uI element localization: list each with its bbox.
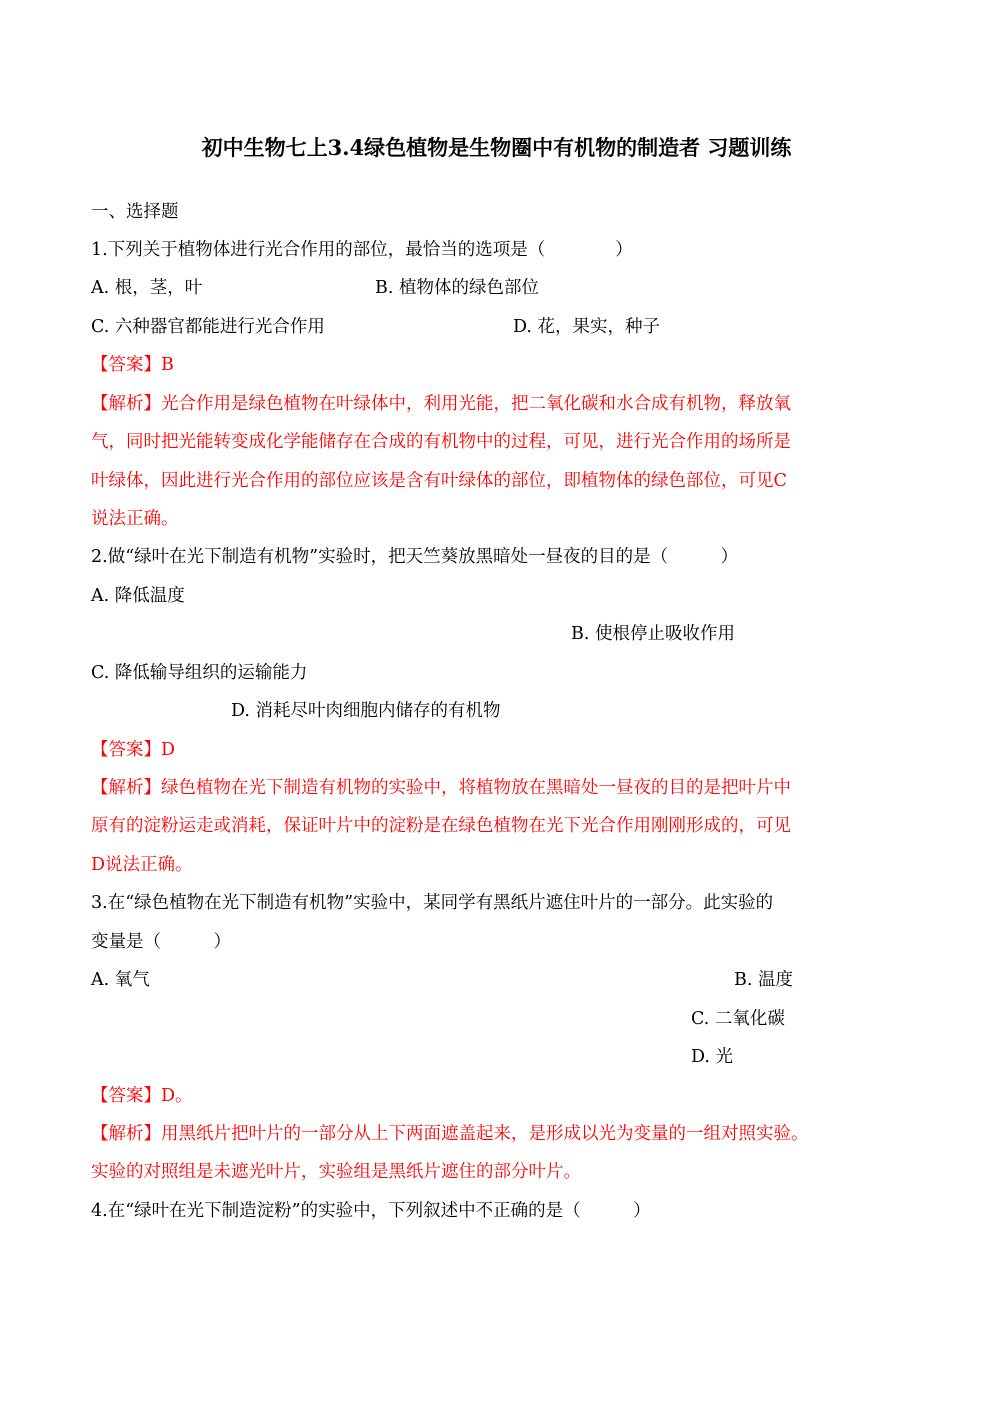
question-1-answer: 【答案】B	[91, 355, 174, 375]
question-3-answer: 【答案】D。	[91, 1086, 193, 1106]
question-3-option-a: A. 氧气	[91, 970, 150, 990]
question-3-option-b: B. 温度	[734, 970, 793, 990]
question-3-option-c: C. 二氧化碳	[691, 1009, 785, 1029]
question-1-option-a: A. 根，茎，叶	[91, 278, 203, 298]
question-1-analysis-line: 叶绿体，因此进行光合作用的部位应该是含有叶绿体的部位，即植物体的绿色部位，可见C	[91, 471, 787, 491]
question-1-option-d: D. 花，果实，种子	[513, 317, 661, 337]
question-3-analysis-line: 【解析】用黑纸片把叶片的一部分从上下两面遮盖起来，是形成以光为变量的一组对照实验。	[91, 1124, 809, 1144]
question-3-stem-line: 变量是（ ）	[91, 932, 231, 952]
question-1-option-c: C. 六种器官都能进行光合作用	[91, 317, 325, 337]
question-1-analysis-line: 气，同时把光能转变成化学能储存在合成的有机物中的过程，可见，进行光合作用的场所是	[91, 432, 791, 452]
question-2-option-b: B. 使根停止吸收作用	[571, 624, 735, 644]
question-1-stem: 1.下列关于植物体进行光合作用的部位，最恰当的选项是（ ）	[91, 240, 633, 260]
question-2-analysis-line: 原有的淀粉运走或消耗，保证叶片中的淀粉是在绿色植物在光下光合作用刚刚形成的，可见	[91, 816, 791, 836]
question-1-analysis-line: 【解析】光合作用是绿色植物在叶绿体中，利用光能，把二氧化碳和水合成有机物，释放氧	[91, 394, 791, 414]
section-heading: 一、选择题	[91, 202, 179, 222]
question-2-stem: 2.做“绿叶在光下制造有机物”实验时，把天竺葵放黑暗处一昼夜的目的是（ ）	[91, 547, 739, 567]
question-3-stem-line: 3.在“绿色植物在光下制造有机物”实验中，某同学有黑纸片遮住叶片的一部分。此实验的	[91, 893, 774, 913]
question-2-option-d: D. 消耗尽叶肉细胞内储存的有机物	[231, 701, 501, 721]
question-2-option-a: A. 降低温度	[91, 586, 185, 606]
question-1-analysis-line: 说法正确。	[91, 509, 179, 529]
question-2-answer: 【答案】D	[91, 740, 176, 760]
question-1-option-b: B. 植物体的绿色部位	[375, 278, 539, 298]
question-4-stem: 4.在“绿叶在光下制造淀粉”的实验中，下列叙述中不正确的是（ ）	[91, 1201, 651, 1221]
page-title: 初中生物七上3.4绿色植物是生物圈中有机物的制造者 习题训练	[201, 135, 792, 160]
question-3-analysis-line: 实验的对照组是未遮光叶片，实验组是黑纸片遮住的部分叶片。	[91, 1162, 581, 1182]
question-2-analysis-line: 【解析】绿色植物在光下制造有机物的实验中，将植物放在黑暗处一昼夜的目的是把叶片中	[91, 778, 791, 798]
question-3-option-d: D. 光	[691, 1047, 734, 1067]
question-2-option-c: C. 降低输导组织的运输能力	[91, 663, 308, 683]
question-2-analysis-line: D说法正确。	[91, 855, 193, 875]
